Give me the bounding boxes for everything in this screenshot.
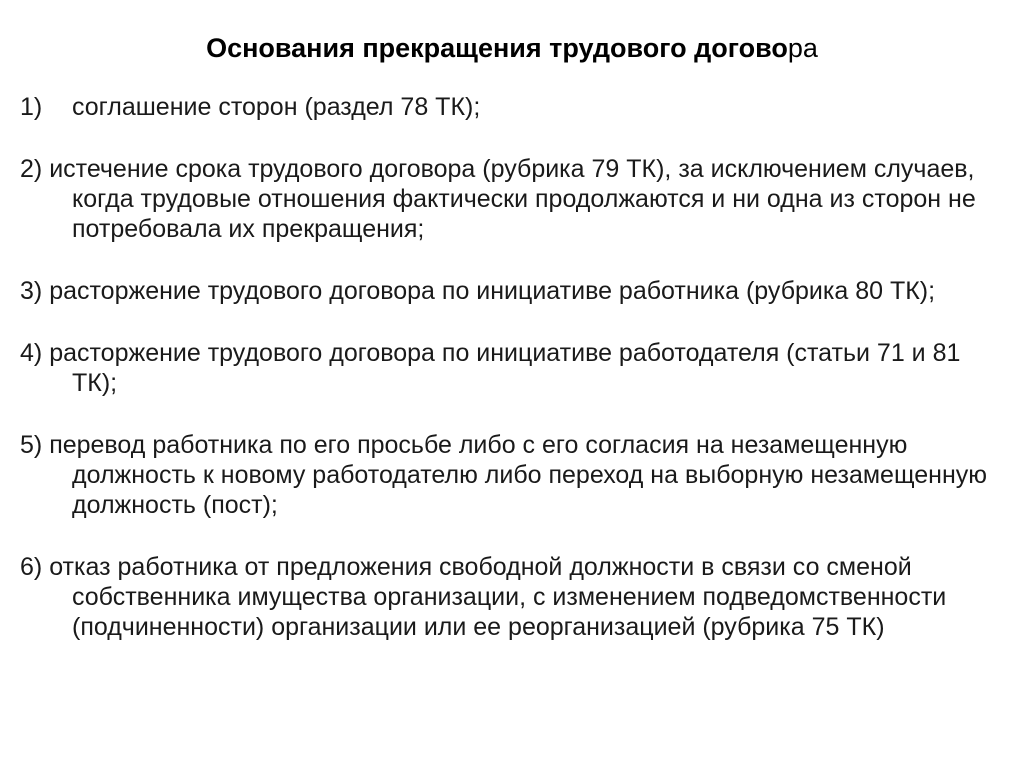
- list-item: [20, 154, 1010, 244]
- list-item-number: 6): [20, 553, 43, 581]
- list-item-text: истечение срока трудового договора (рубрика 79 ТК), за исключением случаев, когда трудовые отношения фактически продолжаются и ни одна из сторон не потребовала их прекращения;: [49, 155, 976, 243]
- list-item-text: перевод работника по его просьбе либо с его согласия на незамещенную должность к новому работодателю либо переход на выборную незамещенную должность (пост);: [49, 431, 988, 519]
- list-item-number: 1): [20, 93, 43, 121]
- list-item: [20, 338, 1010, 398]
- list-item: [20, 276, 1010, 306]
- slide-title-normal: ра: [787, 33, 818, 63]
- list-item-text: отказ работника от предложения свободной должности в связи со сменой собственника имущества организации, с изменением подведомственности (подчиненности) организации или ее реорганизацией (рубрика 75 ТК): [49, 553, 947, 641]
- list-item-text: расторжение трудового договора по инициативе работника (рубрика 80 ТК);: [49, 277, 936, 305]
- list-item-number: 3): [20, 277, 43, 305]
- grounds-list: [20, 92, 1010, 642]
- list-item: [20, 92, 1010, 122]
- list-item-number: 4): [20, 339, 43, 367]
- list-item-number: 2): [20, 155, 43, 183]
- list-item-text: расторжение трудового договора по инициативе работодателя (статьи 71 и 81 ТК);: [49, 339, 961, 397]
- slide-title: [0, 30, 1024, 66]
- list-item: [20, 552, 1010, 642]
- list-item-text: соглашение сторон (раздел 78 ТК);: [72, 93, 481, 121]
- list-item: [20, 430, 1010, 520]
- slide-title-bold: Основания прекращения трудового догово: [206, 33, 788, 63]
- list-item-number: 5): [20, 431, 43, 459]
